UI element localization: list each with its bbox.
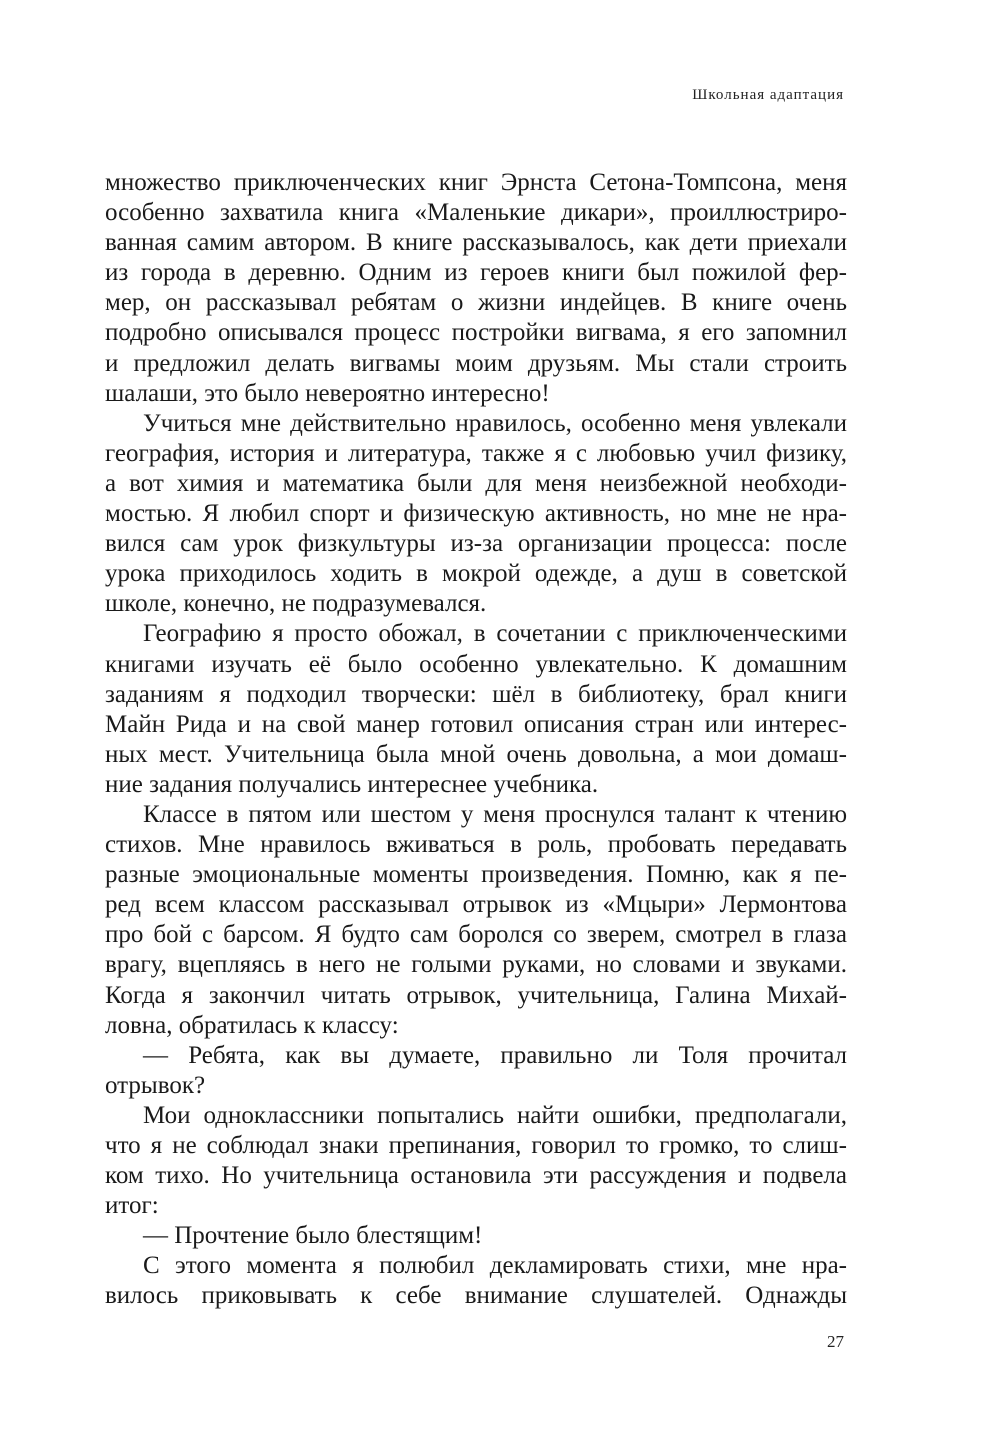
page-number: 27 bbox=[827, 1332, 844, 1351]
text-line: ние задания получались интереснее учебника. bbox=[105, 770, 599, 798]
text-line: книгами изучать её было особенно увлекательно. К домашним bbox=[105, 650, 847, 678]
text-line: ловна, обратилась к классу: bbox=[105, 1011, 399, 1039]
text-line: мостью. Я любил спорт и физическую активность, но мне не нра- bbox=[105, 500, 847, 528]
text-line: урока приходилось ходить в мокрой одежде, а душ в советской bbox=[105, 560, 847, 588]
text-line: заданиям я подходил творчески: шёл в библиотеку, брал книги bbox=[105, 680, 847, 708]
text-line: — Прочтение было блестящим! bbox=[143, 1222, 483, 1250]
running-title: Школьная адаптация bbox=[692, 87, 844, 103]
text-line: Учиться мне действительно нравилось, особенно меня увлекали bbox=[143, 409, 847, 437]
body-text bbox=[105, 168, 847, 1312]
text-line: мер, он рассказывал ребятам о жизни индейцев. В книге очень bbox=[105, 289, 847, 317]
text-line: разные эмоциональные моменты произведения. Помню, как я пе- bbox=[105, 861, 847, 889]
text-line: Майн Рида и на свой манер готовил описания стран или интерес- bbox=[105, 710, 847, 738]
text-line: шалаши, это было невероятно интересно! bbox=[105, 379, 550, 407]
text-line: ред всем классом рассказывал отрывок из «Мцыри» Лермонтова bbox=[105, 891, 847, 919]
text-line: ванная самим автором. В книге рассказывалось, как дети приехали bbox=[105, 229, 847, 257]
text-line: что я не соблюдал знаки препинания, говорил то громко, то слиш- bbox=[105, 1132, 847, 1159]
text-line: врагу, вцепляясь в него не голыми руками, но словами и звуками. bbox=[105, 951, 847, 979]
text-line: С этого момента я полюбил декламировать стихи, мне нра- bbox=[143, 1252, 847, 1280]
text-line: а вот химия и математика были для меня неизбежной необходи- bbox=[105, 469, 847, 497]
text-line: итог: bbox=[105, 1192, 159, 1220]
text-line: — Ребята, как вы думаете, правильно ли Толя прочитал bbox=[143, 1041, 847, 1069]
text-line: особенно захватила книга «Маленькие дикари», проиллюстриро- bbox=[105, 199, 847, 227]
text-line: география, история и литература, также я с любовью учил физику, bbox=[105, 439, 847, 467]
text-line: про бой с барсом. Я будто сам боролся со зверем, смотрел в глаза bbox=[105, 921, 847, 949]
text-line: школе, конечно, не подразумевался. bbox=[105, 590, 487, 618]
text-line: Географию я просто обожал, в сочетании с приключенческими bbox=[143, 620, 847, 648]
text-line: вилось приковывать к себе внимание слушателей. Однажды bbox=[105, 1282, 847, 1310]
text-line: и предложил делать вигвамы моим друзьям. Мы стали строить bbox=[105, 349, 847, 377]
text-line: из города в деревню. Одним из героев книги был пожилой фер- bbox=[105, 259, 847, 287]
text-line: стихов. Мне нравилось вживаться в роль, пробовать передавать bbox=[105, 831, 847, 859]
text-line: Когда я закончил читать отрывок, учительница, Галина Михай- bbox=[105, 981, 847, 1009]
text-line: вился сам урок физкультуры из-за организации процесса: после bbox=[105, 530, 847, 558]
text-line: ком тихо. Но учительница остановила эти рассуждения и подвела bbox=[105, 1162, 847, 1190]
text-line: подробно описывался процесс постройки вигвама, я его запомнил bbox=[105, 319, 847, 347]
text-line: Мои одноклассники попытались найти ошибки, предполагали, bbox=[143, 1101, 847, 1129]
text-line: множество приключенческих книг Эрнста Сетона-Томпсона, меня bbox=[105, 169, 847, 196]
text-line: отрывок? bbox=[105, 1071, 206, 1099]
text-line: Классе в пятом или шестом у меня проснулся талант к чтению bbox=[143, 800, 847, 828]
text-line: ных мест. Учительница была мной очень довольна, а мои домаш- bbox=[105, 740, 847, 768]
